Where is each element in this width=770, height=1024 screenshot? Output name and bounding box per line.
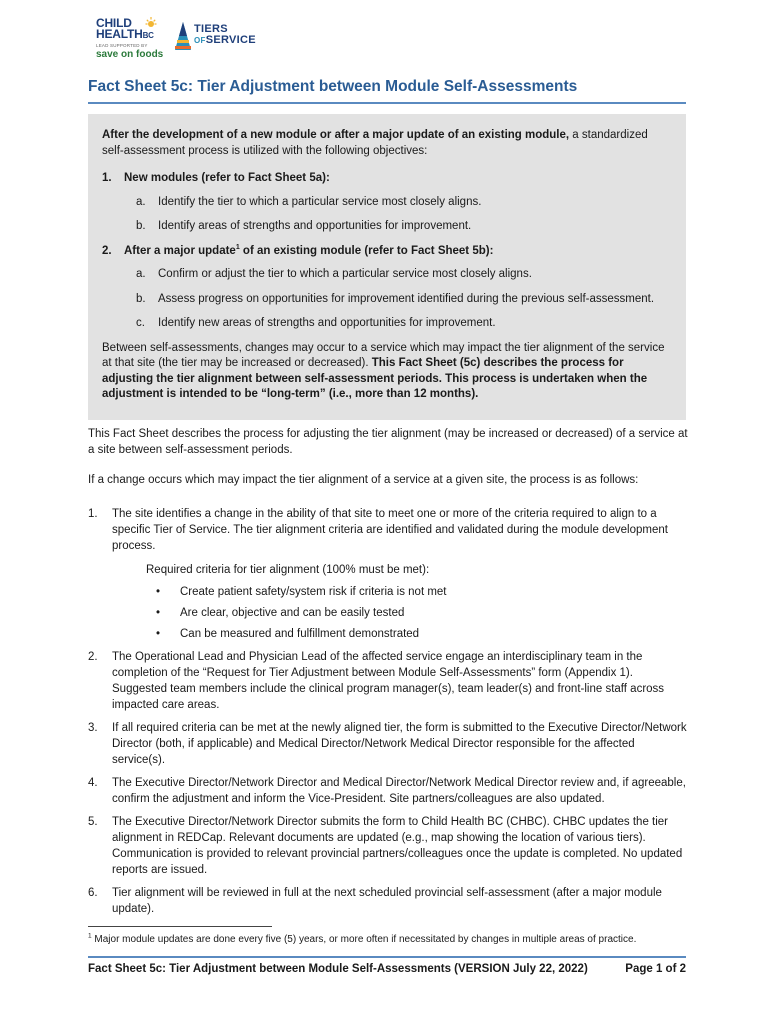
footer-divider [88, 956, 686, 958]
chbc-sub: LEAD SUPPORTED BY [96, 43, 148, 48]
objectives-box [88, 114, 686, 420]
objective-label: New modules (refer to Fact Sheet 5a): [124, 172, 330, 184]
criteria-bullets [156, 584, 688, 642]
process-step: 2. The Operational Lead and Physician Lead of the affected service engage an interdisciplinary team in the completion of the “Request for Tier Adjustment between Module Self-Assessments” form (Appendix 1). Suggested team members include the clinical program manager(s), team leader(s) and front-line staff across impacted care areas. [88, 651, 665, 711]
objective-subitem: b. Assess progress on opportunities for improvement identified during the previous self-assessment. [136, 292, 655, 305]
page-number: Page 1 of 2 [625, 963, 686, 975]
footnote-ref[interactable]: 1 [235, 243, 240, 251]
process-steps [88, 506, 688, 917]
child-health-bc-logo [96, 18, 166, 70]
process-step: 4. The Executive Director/Network Director and Medical Director/Network Medical Director review and, if agreeable, confirm the adjustment and inform the Vice-President. Site partners/colleagues are also updated. [88, 777, 686, 805]
body-paragraph-2: If a change occurs which may impact the tier alignment of a service at a given site, the process is as follows: [88, 474, 639, 486]
footnote-divider [88, 926, 272, 927]
objective-item [102, 244, 672, 260]
bullet-icon: • [156, 607, 161, 619]
sun-icon [144, 16, 158, 30]
page-title: Fact Sheet 5c: Tier Adjustment between Module Self-Assessments [88, 78, 686, 104]
criteria-bullet: • Create patient safety/system risk if criteria is not met [156, 586, 447, 598]
footnote [88, 934, 636, 945]
process-step: 5. The Executive Director/Network Director submits the form to Child Health BC (CHBC). CHBC updates the tier alignment in REDCap. Relevant documents are updated (e.g., map showing the location of various tiers). Communication is provided to relevant provincial partners/colleagues once the update is completed. No updated reports are issued. [88, 816, 683, 876]
tiers-line-1: TIERS [194, 23, 228, 35]
objective-item [102, 171, 672, 187]
objective-label: After a major update$^1$ of an existing module (refer to Fact Sheet 5b): [124, 243, 494, 257]
body-paragraph-1: This Fact Sheet describes the process for adjusting the tier alignment (may be increased or decreased) of a service at a site between self-assessment periods. [88, 428, 688, 456]
process-step: 6. Tier alignment will be reviewed in full at the next scheduled provincial self-assessment (after a major module update). [88, 887, 662, 915]
tiers-line-2: SERVICE [205, 34, 256, 46]
criteria-bullet: • Are clear, objective and can be easily tested [156, 607, 405, 619]
objective-sublist [136, 267, 672, 332]
objective-subitem: b. Identify areas of strengths and opportunities for improvement. [136, 220, 472, 232]
objective-subitem: a. Confirm or adjust the tier to which a particular service most closely aligns. [136, 268, 532, 280]
footnote-text: Major module updates are done every five (5) years, or more often if necessitated by changes in multiple areas of practice. [91, 934, 637, 945]
box-lead-rest: a standardized self-assessment process is utilized with the following objectives: [102, 129, 648, 157]
chbc-save: save on foods [96, 49, 164, 60]
criteria-bullet: • Can be measured and fulfillment demonstrated [156, 628, 420, 640]
tiers-mark-icon [174, 20, 192, 52]
objective-subitem: a. Identify the tier to which a particular service most closely aligns. [136, 195, 482, 208]
box-lead [102, 128, 672, 159]
objective-subitem: c. Identify new areas of strengths and opportunities for improvement. [136, 317, 496, 329]
chbc-line-2: HEALTH [96, 27, 143, 41]
box-between-paragraph: Between self-assessments, changes may occur to a service which may impact the tier alignment of the service at that site (the tier may be increased or decreased). This Fact Sheet (5c) describes the process for adjusting the tier alignment between self-assessment periods. This process is undertaken when the adjustment is intended to be “long-term” (i.e., more than 12 months). [102, 341, 665, 400]
process-step: 3. If all required criteria can be met at the newly aligned tier, the form is submitted to the Executive Director/Network Director (both, if applicable) and Medical Director/Network Medical Director responsible for the affected service(s). [88, 722, 687, 766]
bullet-icon: • [156, 586, 161, 598]
chbc-line-1: CHILD [96, 16, 132, 30]
objective-sublist [136, 195, 672, 235]
objective-number: 1. [102, 172, 112, 184]
chbc-bc: BC [142, 31, 154, 40]
tiers-of-service-logo [174, 20, 284, 64]
required-criteria-label: Required criteria for tier alignment (100% must be met): [146, 564, 430, 576]
page-footer [88, 963, 686, 975]
footer-title: Fact Sheet 5c: Tier Adjustment between Module Self-Assessments (VERSION July 22, 2022) [88, 963, 588, 975]
bullet-icon: • [156, 628, 161, 640]
body-content [88, 426, 688, 924]
tiers-of: OF [194, 36, 206, 45]
objectives-list [102, 171, 672, 332]
box-lead-bold: After the development of a new module or after a major update of an existing module, [102, 129, 570, 141]
process-step: 1. The site identifies a change in the ability of that site to meet one or more of the criteria required to align to a specific Tier of Service. The tier alignment criteria are identified and validated during the module development process. [88, 508, 668, 552]
objective-number: 2. [102, 244, 112, 257]
footnote-mark: 1 [88, 932, 92, 940]
